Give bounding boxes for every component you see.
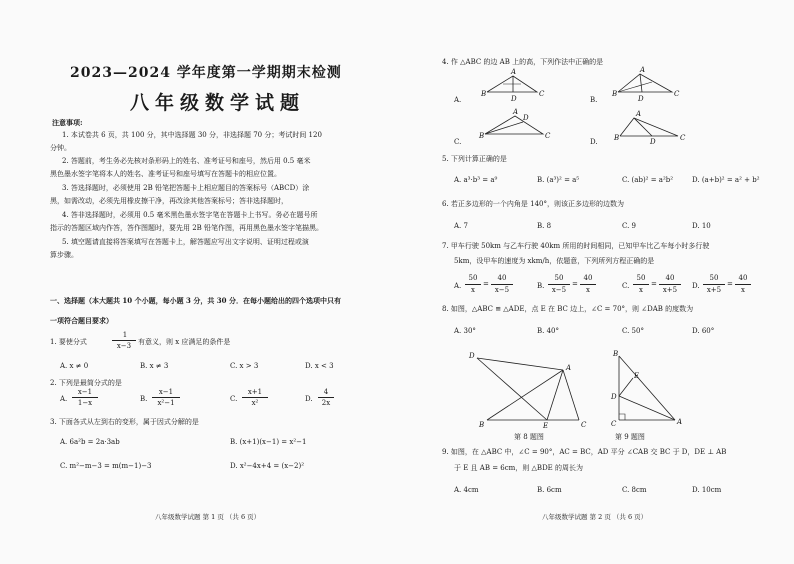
notice-line: 黑色墨水签字笔将本人的姓名、准考证号和座号填写在答题卡的相应位置。 [50,170,281,178]
q7-option-d-label: D. [692,282,700,290]
svg-text:C: C [581,421,587,429]
q1-stem-pre: 1. 要使分式 [50,338,87,346]
svg-text:D: D [611,393,617,401]
svg-text:D: D [469,352,475,360]
q2-c-bar [242,397,268,398]
q7-c-bar2 [659,284,681,285]
q6-option-a: A. 7 [454,222,468,230]
q7-d-bar2 [735,284,751,285]
q2-d-bar [318,397,334,398]
q2-c-den: x² [251,399,259,407]
q8-option-a: A. 30° [454,327,476,335]
svg-text:C: C [611,420,617,428]
q4-figure-b [612,68,692,108]
q1-option-b: B. x ≠ 3 [140,362,169,370]
q8-option-d: D. 60° [692,327,715,335]
page-footer: 八年级数学试题 第 1 页 （共 6 页） [155,513,261,521]
notice-line: 5. 填空题请直接将答案填写在答题卡上，解答题应写出文字说明、证明过程或演 [62,238,309,246]
q7-d-eq: = [727,280,733,288]
notice-line: 2. 答题前，考生务必先核对条形码上的姓名、准考证号和座号，然后用 0.5 毫米 [62,157,311,165]
q7-d-n2: 40 [738,274,748,282]
q7-option-a-label: A. [454,282,462,290]
q7-b-n1: 50 [554,274,564,282]
q7-d-bar1 [703,284,725,285]
q8-option-c: C. 50° [622,327,644,335]
q7-b-eq: = [572,280,578,288]
q4-label-b: B. [590,96,598,104]
q7-b-bar1 [548,284,570,285]
q1-option-a: A. x ≠ 0 [60,362,89,370]
q7-a-bar2 [491,284,513,285]
svg-text:C: C [680,134,686,142]
q3-option-b: B. (x+1)(x−1) = x²−1 [230,438,307,446]
svg-text:A: A [513,108,519,116]
q2-b-bar [152,397,180,398]
svg-text:B: B [481,90,487,98]
q8-stem: 8. 如图，△ABC ≌ △ADE，点 E 在 BC 边上，∠C = 70°，则 ∠DAB 的度数为 [442,305,694,313]
figure-9-caption: 第 9 题图 [615,433,645,441]
svg-text:D: D [638,95,644,103]
q5-option-b: B. (a³)² = a⁵ [537,176,580,184]
svg-text:D: D [511,95,517,103]
q7-b-d2: x [586,286,590,294]
q7-d-d1: x+5 [706,286,722,294]
figure-8 [467,350,597,430]
q2-stem: 2. 下列是最简分式的是 [50,379,122,387]
q3-option-a: A. 6a²b = 2a·3ab [60,438,120,446]
q7-a-n1: 50 [468,274,478,282]
q2-option-b-label: B. [140,395,148,403]
q7-c-bar1 [633,284,649,285]
q5-option-c: C. (ab)² = a²b² [622,176,674,184]
q7-d-n1: 50 [709,274,719,282]
notice-line: 黑，如需改动，必须先用橡皮擦干净，再改涂其他答案标号；答非选择题时， [50,197,288,205]
exam-subtitle: 八年级数学试题 [130,92,306,114]
q1-option-c: C. x > 3 [230,362,259,370]
svg-text:B: B [614,134,620,142]
notice-line: 分钟。 [50,144,71,152]
svg-text:D: D [523,114,529,122]
svg-text:B: B [612,90,618,98]
q9-option-d: D. 10cm [692,486,722,494]
notice-line: 4. 答非选择题时，必须用 0.5 毫米黑色墨水签字笔在答题卡上书写。务必在题号所 [62,211,318,219]
q7-a-eq: = [483,280,489,288]
q4-figure-d [612,110,692,150]
svg-text:A: A [511,68,517,76]
q2-b-den: x²−1 [157,399,175,407]
q2-a-bar [72,397,98,398]
q7-c-d2: x+5 [662,286,678,294]
q4-figure-a [477,68,557,108]
q4-label-a: A. [454,96,462,104]
exam-title: 2023—2024 学年度第一学期期末检测 [70,65,342,81]
svg-text:E: E [634,372,640,380]
q7-c-d1: x [639,286,643,294]
q6-stem: 6. 若正多边形的一个内角是 140°，则该正多边形的边数为 [442,200,624,208]
q4-label-c: C. [454,138,462,146]
q3-option-d: D. x²−4x+4 = (x−2)² [230,462,305,470]
section-heading: 一、选择题（本大题共 10 个小题，每小题 3 分，共 30 分．在每小题给出的四个选项中只有 [50,296,341,305]
page-2 [397,0,794,564]
svg-text:C: C [674,90,680,98]
q9-option-b: B. 6cm [537,486,562,494]
notice-heading: 注意事项: [52,118,83,127]
svg-text:E: E [543,422,549,430]
q2-option-c-label: C. [230,395,238,403]
q6-option-b: B. 8 [537,222,552,230]
q1-frac-num: 1 [122,331,128,339]
q7-a-n2: 40 [497,274,507,282]
q7-d-d2: x [741,286,745,294]
q1-frac-bar [112,340,136,341]
q1-frac-den: x−3 [116,342,132,350]
q9-option-a: A. 4cm [454,486,479,494]
q7-a-d1: x [471,286,475,294]
q4-figure-c [477,110,557,150]
q9-option-c: C. 8cm [622,486,647,494]
q7-line1: 7. 甲车行驶 50km 与乙车行驶 40km 所用的时间相同，已知甲车比乙车每小时多行驶 [442,242,710,250]
svg-text:B: B [479,421,485,429]
section-heading-cont: 一项符合题目要求） [50,316,113,325]
svg-text:A: A [677,418,683,426]
q7-c-n2: 40 [665,274,675,282]
figure-8-caption: 第 8 题图 [514,433,544,441]
q3-option-c: C. m²−m−3 = m(m−1)−3 [60,462,152,470]
q7-c-eq: = [651,280,657,288]
notice-line: 1. 本试卷共 6 页，共 100 分，其中选择题 30 分，非选择题 70 分；考试时间 120 [62,131,322,139]
q6-option-d: D. 10 [692,222,711,230]
q7-a-d2: x−5 [494,286,510,294]
page-footer: 八年级数学试题 第 2 页 （共 6 页） [542,513,648,521]
svg-text:C: C [539,90,545,98]
q7-line2: 5km，设甲车的速度为 xkm/h，依题意，下列所列方程正确的是 [454,257,655,265]
svg-text:A: A [640,66,646,74]
q9-line1: 9. 如图，在 △ABC 中，∠C = 90°，AC = BC，AD 平分 ∠CAB 交 BC 于 D，DE ⊥ AB [442,448,727,456]
notice-line: 指示的答题区域内作答，答作图题时，要先用 2B 铅笔作图，再用黑色墨水签字笔描黑。 [50,224,324,232]
svg-text:D: D [650,138,656,146]
q1-stem-post: 有意义，则 x 应满足的条件是 [138,338,231,346]
figure-9 [605,350,695,430]
q4-stem: 4. 作 △ABC 的边 AB 上的高，下列作法中正确的是 [442,58,604,66]
q9-line2: 于 E 且 AB = 6cm，则 △BDE 的周长为 [454,464,584,472]
q7-b-bar2 [580,284,596,285]
q2-d-num: 4 [323,388,329,396]
svg-text:B: B [479,132,485,140]
q7-option-c-label: C. [622,282,630,290]
notice-line: 算步骤。 [50,251,78,259]
q7-option-b-label: B. [537,282,545,290]
q5-stem: 5. 下列计算正确的是 [442,155,507,163]
q2-a-num: x−1 [77,388,93,396]
q1-option-d: D. x < 3 [305,362,334,370]
q2-c-num: x+1 [247,388,263,396]
svg-text:B: B [613,350,619,358]
q8-option-b: B. 40° [537,327,560,335]
q2-d-den: 2x [321,399,331,407]
q2-option-a-label: A. [60,395,68,403]
q7-b-n2: 40 [583,274,593,282]
q7-c-n1: 50 [636,274,646,282]
q2-b-num: x−1 [158,388,174,396]
svg-text:C: C [545,132,551,140]
svg-text:A: A [566,364,572,372]
q2-option-d-label: D. [305,395,313,403]
q6-option-c: C. 9 [622,222,637,230]
notice-line: 3. 答选择题时，必须使用 2B 铅笔把答题卡上相应题目的答案标号（ABCD）涂 [62,184,310,192]
q7-a-bar1 [465,284,481,285]
q5-option-a: A. a³·b³ = a⁹ [454,176,498,184]
q7-b-d1: x−5 [551,286,567,294]
q2-a-den: 1−x [77,399,93,407]
q4-label-d: D. [590,138,598,146]
svg-text:A: A [636,110,642,118]
q3-stem: 3. 下面各式从左到右的变形，属于因式分解的是 [50,418,199,426]
q5-option-d: D. (a+b)² = a² + b² [692,176,760,184]
